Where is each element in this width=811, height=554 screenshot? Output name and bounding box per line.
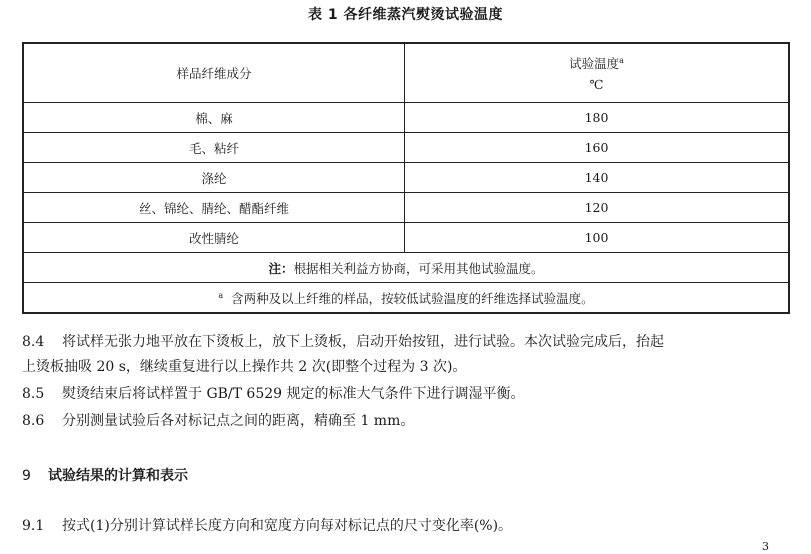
note-text: 根据相关利益方协商，可采用其他试验温度。 xyxy=(293,260,544,276)
header-test-temperature xyxy=(405,43,790,103)
clause-text: 分别测量试验后各对标记点之间的距离，精确至 1 mm。 xyxy=(62,413,415,429)
clause-text: 按式(1)分别计算试样长度方向和宽度方向每对标记点的尺寸变化率(%)。 xyxy=(62,518,513,534)
paragraph-8-6 xyxy=(22,410,414,430)
table-note xyxy=(23,253,789,283)
header-fiber-composition: 样品纤维成分 xyxy=(23,43,405,103)
temp-cell: 160 xyxy=(405,133,790,163)
section-title: 试验结果的计算和表示 xyxy=(48,468,188,484)
table-row xyxy=(23,223,789,253)
fiber-cell: 毛、粘纤 xyxy=(23,133,405,163)
header-temp-unit: ℃ xyxy=(589,76,604,92)
table-note-row xyxy=(23,253,789,283)
clause-number: 8.6 xyxy=(22,413,45,429)
paragraph-8-5 xyxy=(22,383,525,403)
table-row xyxy=(23,133,789,163)
table-row xyxy=(23,103,789,133)
temperature-table xyxy=(22,42,790,314)
clause-text: 上烫板抽吸 20 s，继续重复进行以上操作共 2 次(即整个过程为 3 次)。 xyxy=(22,359,467,375)
table-footnote-row xyxy=(23,283,789,314)
fiber-cell: 丝、锦纶、腈纶、醋酯纤维 xyxy=(23,193,405,223)
footnote-mark: a xyxy=(218,290,224,300)
paragraph-8-4 xyxy=(22,331,664,351)
clause-number: 9.1 xyxy=(22,518,45,534)
temp-cell: 140 xyxy=(405,163,790,193)
paragraph-9-1 xyxy=(22,515,512,535)
section-number: 9 xyxy=(22,468,31,484)
table-title: 表 1 各纤维蒸汽熨烫试验温度 xyxy=(308,7,503,23)
header-temp-footnote-mark: a xyxy=(619,56,624,66)
temp-cell: 100 xyxy=(405,223,790,253)
clause-text: 将试样无张力地平放在下烫板上，放下上烫板，启动开始按钮，进行试验。本次试验完成后，抬起 xyxy=(62,334,664,350)
clause-number: 8.4 xyxy=(22,334,45,350)
section-heading-9 xyxy=(22,465,188,485)
temp-cell: 180 xyxy=(405,103,790,133)
fiber-cell: 涤纶 xyxy=(23,163,405,193)
paragraph-8-4-continued xyxy=(22,356,466,376)
temp-cell: 120 xyxy=(405,193,790,223)
table-footnote xyxy=(23,283,789,314)
fiber-cell: 棉、麻 xyxy=(23,103,405,133)
clause-number: 8.5 xyxy=(22,386,45,402)
table-row xyxy=(23,193,789,223)
footnote-text: 含两种及以上纤维的样品，按较低试验温度的纤维选择试验温度。 xyxy=(231,290,594,306)
page-number: 3 xyxy=(762,540,769,553)
fiber-cell: 改性腈纶 xyxy=(23,223,405,253)
table-row xyxy=(23,163,789,193)
note-label: 注： xyxy=(268,260,294,276)
header-temp-label: 试验温度 xyxy=(569,56,620,72)
clause-text: 熨烫结束后将试样置于 GB/T 6529 规定的标准大气条件下进行调湿平衡。 xyxy=(62,386,525,402)
table-header-row xyxy=(23,43,789,103)
